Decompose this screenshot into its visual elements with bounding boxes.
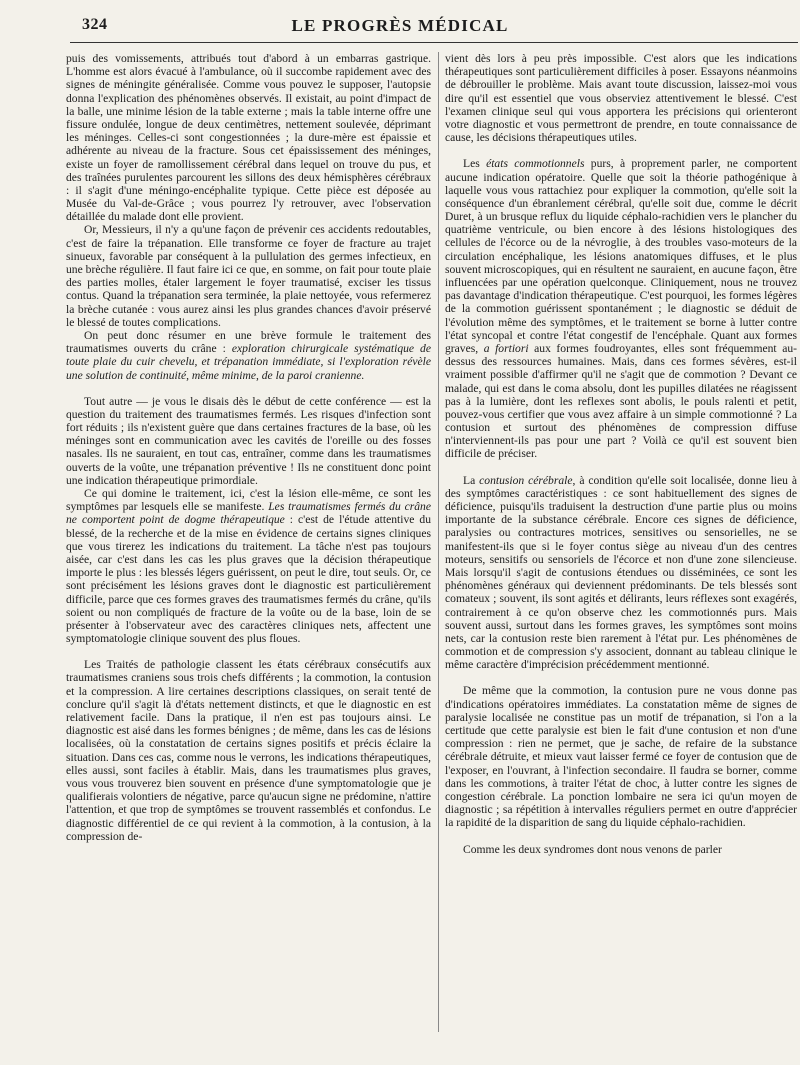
paragraph: Les Traités de pathologie classent les états cérébraux consécutifs aux traumatismes craniens sous trois chefs différents ; la commotion, la contusion et la compression. A lire certaines descriptions classiques, on serait tenté de conclure qu'il s'agit là d'états nettement distincts, et que le diagnostic en est relativement facile. Dans la pratique, il n'en est pas toujours ainsi. Le diagnostic est aisé dans les formes bénignes ; de même, dans les cas de lésions localisées, où la constatation de certains signes positifs et précis éclaire la situation. Dans ces cas, comme nous le verrons, les indications thérapeutiques, elles aussi, sont faciles à établir. Mais, dans les traumatismes plus graves, vous vous trouverez bien souvent en présence d'une symptomatologie que je qualifierais volontiers de négative, parce qu'aucun signe ne prédomine, n'attire l'attention, et que trop de symptômes se trouvent rassemblés et confondus. Le diagnostic différentiel de ce qui revient à la commotion, à la contusion, à la compression de- — [66, 658, 431, 843]
paragraph: puis des vomissements, attribués tout d'abord à un embarras gastrique. L'homme est alors évacué à l'ambulance, où il succombe rapidement avec des signes de méningite généralisée. Comme vous pouvez le supposer, l'autopsie donna l'explication des phénomènes observés. Il existait, au point d'impact de la balle, une minime lésion de la table externe ; mais la table interne offre une fissure ondulée, longue de deux centimètres, nettement soulevée, déprimant les méninges. Celles-ci sont congestionnées ; la dure-mère est épaissie et adhérente au niveau de la fracture. Sous cet épaississement des méninges, existe un foyer de ramollissement cérébral dans lequel on trouve du pus, et des traînées purulentes parcourent les sillons des deux hémisphères cérébraux : il s'agit d'une méningo-encéphalite typique. Cette pièce est déposée au Musée du Val-de-Grâce ; vous pourrez l'y retrouver, avec l'observation détaillée du malade dont elle provient. — [66, 52, 431, 224]
paragraph: De même que la commotion, la contusion pure ne vous donne pas d'indications opératoires immédiates. La constatation même de signes de paralysie localisée ne constitue pas un motif de trépanation, si l'on a la certitude que cette paralysie est bien le fait d'une contusion et non d'une compression : rien ne permet, que je sache, de refaire de la substance cérébrale détruite, et mieux vaut laisser fermé ce foyer de contusion que de l'exposer, en l'ouvrant, à l'infection secondaire. Il faudra se borner, comme dans les commotions, à traiter l'état de choc, à lutter contre les signes de congestion cérébrale. La ponction lombaire ne sera ici qu'un moyen de diagnostic ; sa répétition à intervalles réguliers permet en outre d'apprécier la rapidité de la disparition de sang du liquide céphalo-rachidien. — [445, 684, 797, 830]
column-divider — [438, 52, 439, 1032]
paragraph: vient dès lors à peu près impossible. C'est alors que les indications thérapeutiques sont particulièrement difficiles à poser. Essayons néanmoins de débrouiller le problème. Mais avant toute discussion, laissez-moi vous dire qu'il est essentiel que vous observiez attentivement le blessé. C'est l'examen clinique seul qui vous apportera les précisions qui orienteront votre diagnostic et vous permettront de prendre, en toute connaissance de cause, les décisions thérapeutiques utiles. — [445, 52, 797, 145]
page-header — [0, 16, 800, 42]
paragraph: On peut donc résumer en une brève formule le traitement des traumatismes ouverts du crâne : exploration chirurgicale systématique de toute plaie du cuir chevelu, et trépanation immédiate, si l'exploration révèle une solution de continuité, même minime, de la paroi cranienne. — [66, 328, 431, 382]
paragraph: La contusion cérébrale, à condition qu'elle soit localisée, donne lieu à des symptômes caractéristiques : ce sont habituellement des signes de déficience, puisqu'ils traduisent la destruction d'une partie plus ou moins importante de la substance cérébrale. Encore ces signes de déficience, paralysies ou contractures motrices, sensitives ou sensorielles, ne se manifestent-ils que si le foyer contus siège au niveau d'un des centres moteurs, sensitifs ou sensoriels de l'écorce et non d'une zone silencieuse. Mais lorsqu'il s'agit de contusions étendues ou disséminées, ce sont les phénomènes généraux qui deviennent prédominants. De tels blessés sont comateux ; souvent, ils sont agités et délirants, leurs réflexes sont exagérés, contrairement à ce qu'on observe chez les commotionnés purs. Mais souvent aussi, surtout dans les formes graves, les symptômes sont moins nets, car la contusion reste bien rarement à l'état pur. Les phénomènes de commotion et de compression s'y associent, donnant au tableau clinique le même caractère d'imprécision précédemment mentionné. — [445, 473, 797, 672]
left-column — [66, 52, 431, 1052]
paragraph: Les états commotionnels purs, à proprement parler, ne comportent aucune indication opératoire. Quelle que soit la théorie pathogénique à laquelle vous vous rattachiez pour expliquer la commotion, qu'elle soit la conséquence d'un ébranlement cérébral, qu'elle soit due, comme le décrit Duret, à un brusque reflux du liquide céphalo-rachidien vers le plancher du quatrième ventricule, ou bien encore à des lésions histologiques des cellules de l'écorce ou de la névroglie, à des troubles vaso-moteurs de la circulation encéphalique, les lésions anatomiques diffuses, et le plus souvent microscopiques, qui en résultent ne sauraient, en aucune façon, être influencées par une opération quelconque. Cliniquement, nous ne trouvez pas davantage d'indication thérapeutique. C'est pourquoi, les formes légères de la commotion guérissent spontanément ; le diagnostic se déduit de l'évolution même des symptômes, et le traitement se borne à lutter contre l'état syncopal et contre l'état congestif de l'encéphale. Quant aux formes graves, a fortiori aux formes foudroyantes, elles sont fréquemment au-dessus des ressources humaines. Mais, dans ces formes sévères, est-il vraiment possible d'affirmer qu'il ne s'agit que de commotion ? Devant ce malade, qui est dans le coma absolu, dont les pupilles dilatées ne réagissent pas à la lumière, dont les reflexes sont abolis, le pouls ralenti et petit, pouvez-vous certifier que vous avez affaire à un simple commotionné ? La contusion et surtout des phénomènes de compression diffuse n'interviennent-ils pas pour une part ? Voilà ce qu'il est souvent bien difficile de préciser. — [445, 157, 797, 461]
header-rule — [70, 42, 798, 43]
paragraph: Comme les deux syndromes dont nous venons de parler — [463, 842, 722, 856]
page-number: 324 — [82, 16, 108, 33]
paragraph: Or, Messieurs, il n'y a qu'une façon de prévenir ces accidents redoutables, c'est de faire la trépanation. Elle transforme ce foyer de fracture au trajet sinueux, favorable par conséquent à la pullulation des germes infectieux, en une brèche régulière. Il faut faire ici ce que, en somme, on fait pour toute plaie des parties molles, étaler largement le foyer traumatisé, exciser les tissus contus. Quand la trépanation sera terminée, la plaie nettoyée, vous refermerez la brèche cutanée : vous aurez ainsi les plus grandes chances d'avoir préservé le blessé de toutes complications. — [66, 223, 431, 329]
paragraph: Ce qui domine le traitement, ici, c'est la lésion elle-même, ce sont les symptômes par lesquels elle se manifeste. Les traumatismes fermés du crâne ne comportent point de dogme thérapeutique : c'est de l'étude attentive du blessé, de la recherche et de la mise en évidence de certains signes cliniques que vous tirerez les indications du traitement. La tâche n'est pas toujours aisée, car c'est dans les cas les plus graves que la décision thérapeutique importe le plus : les blessés légers guérissent, on peut le dire, tout seuls. Or, ce sont précisément les lésions graves dont le diagnostic est particulièrement difficile, parce que ces formes graves des traumatismes fermés du crâne, qu'ils soient ou non compliqués de fracture de la voûte ou de la base, loin de se présenter à l'observateur avec des caractères cliniques nets, affectent une symptomatologie clinique souvent des plus floues. — [66, 487, 431, 646]
right-column — [445, 52, 797, 1052]
journal-title: LE PROGRÈS MÉDICAL — [291, 16, 509, 35]
paragraph: Tout autre — je vous le disais dès le début de cette conférence — est la question du traitement des traumatismes fermés. Les risques d'infection sont fort réduits ; ils n'existent guère que dans certaines fractures de la base, où les méninges sont en communication avec les cavités de l'oreille ou des fosses nasales. Ils ne sauraient, en tout cas, entraîner, comme dans les traumatismes ouverts de la voûte, une trépanation préventive ! Ils ne constituent donc point une indication thérapeutique primordiale. — [66, 394, 431, 487]
